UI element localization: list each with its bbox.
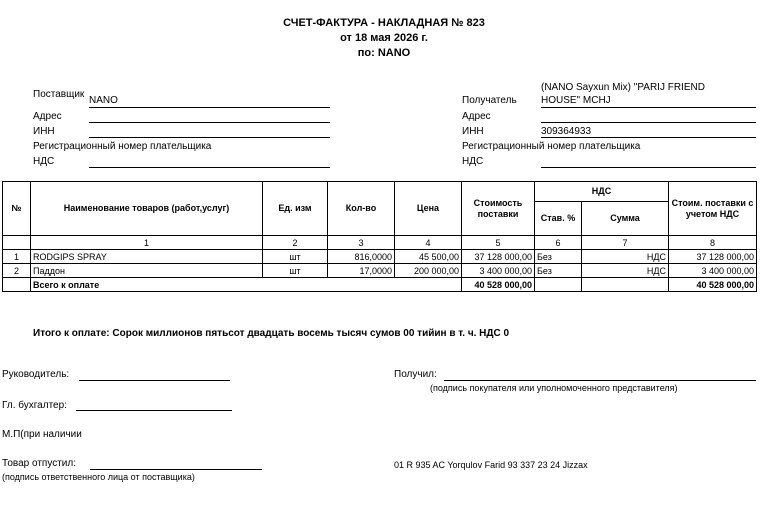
- col-number: 4: [395, 236, 462, 250]
- recipient-address-line: [541, 122, 756, 123]
- supplier-address-line: [89, 122, 330, 123]
- supplier-inn-line: [89, 137, 330, 138]
- row-cost: 37 128 000,00: [462, 250, 535, 264]
- row-qty: 17,0000: [328, 264, 395, 278]
- row-name: RODGIPS SPRAY: [31, 250, 263, 264]
- col-number: 8: [669, 236, 757, 250]
- column-numbers-row: [3, 236, 757, 250]
- recipient-label: Получатель: [462, 95, 517, 106]
- recipient-vat-label: НДС: [462, 156, 484, 167]
- recipient-inn-label: ИНН: [462, 126, 484, 137]
- recipient-name-line: [541, 107, 756, 108]
- supplier-vat-line: [89, 167, 330, 168]
- row-qty: 816,0000: [328, 250, 395, 264]
- recipient-reg-label: Регистрационный номер плательщика: [462, 141, 641, 152]
- col-number: 5: [462, 236, 535, 250]
- invoice-date: от 18 мая 2026 г.: [340, 32, 428, 44]
- row-vat-sum: НДС: [582, 250, 669, 264]
- recipient-address-label: Адрес: [462, 111, 491, 122]
- total-row: [3, 278, 757, 292]
- row-price: 45 500,00: [395, 250, 462, 264]
- received-note: (подпись покупателя или уполномоченного представителя): [430, 383, 678, 393]
- recipient-name-line1: (NANO Sayxun Mix) "PARIJ FRIEND: [541, 82, 705, 93]
- received-label: Получил:: [394, 369, 437, 380]
- header-row-top: [3, 182, 757, 202]
- stamp-label: М.П(при наличии: [2, 429, 82, 440]
- total-cost: 40 528 000,00: [462, 278, 535, 292]
- col-header-unit: Ед. изм: [263, 182, 328, 236]
- col-header-name: Наименование товаров (работ,услуг): [31, 182, 263, 236]
- col-number: 3: [328, 236, 395, 250]
- director-label: Руководитель:: [2, 369, 70, 380]
- released-signature-line: [90, 469, 262, 470]
- recipient-vat-line: [541, 167, 756, 168]
- col-number: 6: [535, 236, 582, 250]
- row-total: 37 128 000,00: [669, 250, 757, 264]
- accountant-label: Гл. бухгалтер:: [2, 400, 67, 411]
- director-signature-line: [79, 380, 230, 381]
- col-header-vat-rate: Став. %: [535, 202, 582, 236]
- col-header-price: Цена: [395, 182, 462, 236]
- col-number: 2: [263, 236, 328, 250]
- row-num: 1: [3, 250, 31, 264]
- row-vat-rate: Без: [535, 264, 582, 278]
- col-header-vat-sum: Сумма: [582, 202, 669, 236]
- table-row: [3, 264, 757, 278]
- recipient-inn-line: [541, 137, 756, 138]
- row-total: 3 400 000,00: [669, 264, 757, 278]
- row-price: 200 000,00: [395, 264, 462, 278]
- row-vat-sum: НДС: [582, 264, 669, 278]
- col-header-vat-group: НДС: [535, 182, 669, 202]
- col-header-num: №: [3, 182, 31, 236]
- total-label: Всего к оплате: [31, 278, 462, 292]
- row-unit: шт: [263, 250, 328, 264]
- invoice-basis: по: NANO: [357, 47, 411, 59]
- col-header-total: Стоим. поставки с учетом НДС: [669, 182, 757, 236]
- col-header-cost: Стоимость поставки: [462, 182, 535, 236]
- supplier-vat-label: НДС: [33, 156, 55, 167]
- table-row: [3, 250, 757, 264]
- received-signature-line: [444, 380, 756, 381]
- contact-info: 01 R 935 AC Yorqulov Farid 93 337 23 24 Jizzax: [394, 460, 588, 470]
- row-cost: 3 400 000,00: [462, 264, 535, 278]
- supplier-reg-label: Регистрационный номер плательщика: [33, 141, 212, 152]
- row-unit: шт: [263, 264, 328, 278]
- supplier-address-label: Адрес: [33, 111, 62, 122]
- recipient-inn: 309364933: [541, 126, 592, 137]
- row-vat-rate: Без: [535, 250, 582, 264]
- recipient-name-line2: HOUSE" MCHJ: [541, 95, 611, 106]
- supplier-name-line: [89, 107, 330, 108]
- col-number: 7: [582, 236, 669, 250]
- total-with-vat: 40 528 000,00: [669, 278, 757, 292]
- col-header-qty: Кол-во: [328, 182, 395, 236]
- invoice-title: СЧЕТ-ФАКТУРА - НАКЛАДНАЯ № 823: [283, 17, 485, 29]
- invoice-table: [2, 181, 757, 292]
- row-name: Паддон: [31, 264, 263, 278]
- released-note: (подпись ответственного лица от поставщика): [2, 472, 195, 482]
- col-number: 1: [31, 236, 263, 250]
- amount-in-words: Итого к оплате: Сорок миллионов пятьсот двадцать восемь тысяч сумов 00 тийин в т. ч. НДС 0: [33, 328, 510, 339]
- row-num: 2: [3, 264, 31, 278]
- supplier-label: Поставщик: [33, 89, 85, 100]
- accountant-signature-line: [76, 410, 232, 411]
- released-label: Товар отпустил:: [2, 458, 76, 469]
- supplier-inn-label: ИНН: [33, 126, 55, 137]
- supplier-name: NANO: [89, 95, 118, 106]
